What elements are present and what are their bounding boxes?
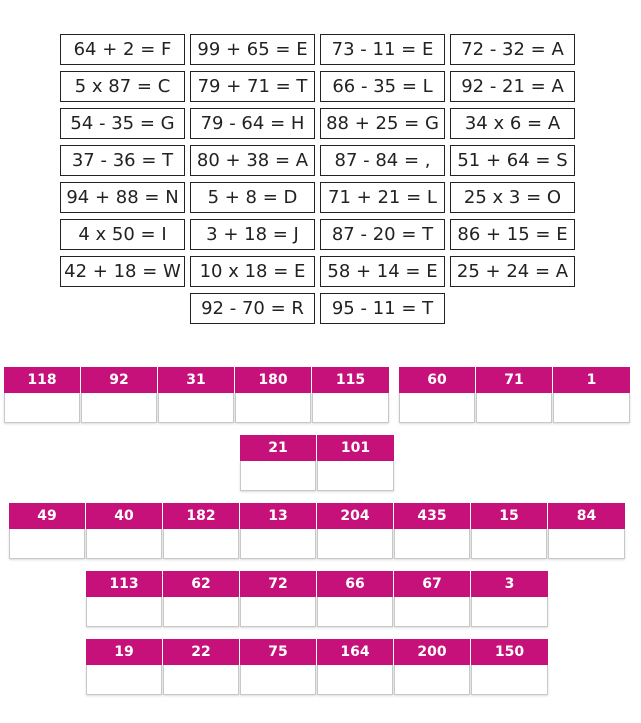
clue-cell: 73 - 11 = E bbox=[320, 34, 445, 65]
answer-cell bbox=[317, 503, 394, 559]
clue-cell: 79 - 64 = H bbox=[190, 108, 315, 139]
clue-cell: 5 + 8 = D bbox=[190, 182, 315, 213]
answer-cell bbox=[476, 367, 553, 423]
answer-number: 66 bbox=[317, 571, 393, 597]
answer-cell bbox=[9, 503, 86, 559]
answer-letter-box[interactable] bbox=[476, 393, 552, 423]
clue-cell: 54 - 35 = G bbox=[60, 108, 185, 139]
answer-number: 19 bbox=[86, 639, 162, 665]
answer-number: 204 bbox=[317, 503, 393, 529]
clue-cell: 66 - 35 = L bbox=[320, 71, 445, 102]
answer-group-row2 bbox=[240, 435, 394, 491]
answer-cell bbox=[471, 571, 548, 627]
answer-number: 164 bbox=[317, 639, 393, 665]
answer-letter-box[interactable] bbox=[399, 393, 475, 423]
clue-cell: 87 - 84 = , bbox=[320, 145, 445, 176]
answer-cell bbox=[312, 367, 389, 423]
answer-number: 49 bbox=[9, 503, 85, 529]
answer-letter-box[interactable] bbox=[4, 393, 80, 423]
answer-letter-box[interactable] bbox=[317, 665, 393, 695]
answer-group-row3 bbox=[9, 503, 625, 559]
answer-cell bbox=[163, 503, 240, 559]
answer-letter-box[interactable] bbox=[86, 529, 162, 559]
clue-cell: 37 - 36 = T bbox=[60, 145, 185, 176]
clue-cell: 88 + 25 = G bbox=[320, 108, 445, 139]
answer-cell bbox=[240, 639, 317, 695]
answer-cell bbox=[240, 571, 317, 627]
answer-letter-box[interactable] bbox=[317, 597, 393, 627]
clue-cell: 64 + 2 = F bbox=[60, 34, 185, 65]
answer-cell bbox=[394, 503, 471, 559]
answer-letter-box[interactable] bbox=[240, 597, 316, 627]
answer-number: 60 bbox=[399, 367, 475, 393]
answer-cell bbox=[86, 639, 163, 695]
answer-cell bbox=[317, 571, 394, 627]
answer-number: 67 bbox=[394, 571, 470, 597]
answer-cell bbox=[399, 367, 476, 423]
clue-cell: 99 + 65 = E bbox=[190, 34, 315, 65]
answer-letter-box[interactable] bbox=[163, 665, 239, 695]
answer-number: 101 bbox=[317, 435, 394, 461]
clue-cell: 58 + 14 = E bbox=[320, 256, 445, 287]
answer-cell bbox=[81, 367, 158, 423]
answer-letter-box[interactable] bbox=[394, 529, 470, 559]
answer-letter-box[interactable] bbox=[317, 461, 394, 491]
clue-cell: 94 + 88 = N bbox=[60, 182, 185, 213]
clue-grid bbox=[60, 34, 575, 324]
clue-cell: 25 + 24 = A bbox=[450, 256, 575, 287]
answer-letter-box[interactable] bbox=[240, 665, 316, 695]
answer-number: 182 bbox=[163, 503, 239, 529]
answer-cell bbox=[158, 367, 235, 423]
answer-letter-box[interactable] bbox=[394, 597, 470, 627]
clue-cell: 3 + 18 = J bbox=[190, 219, 315, 250]
clue-cell: 79 + 71 = T bbox=[190, 71, 315, 102]
answer-number: 92 bbox=[81, 367, 157, 393]
clue-cell: 71 + 21 = L bbox=[320, 182, 445, 213]
answer-number: 21 bbox=[240, 435, 316, 461]
answer-letter-box[interactable] bbox=[9, 529, 85, 559]
answer-cell bbox=[317, 639, 394, 695]
answer-letter-box[interactable] bbox=[394, 665, 470, 695]
answer-letter-box[interactable] bbox=[312, 393, 389, 423]
answer-cell bbox=[394, 639, 471, 695]
answer-cell bbox=[548, 503, 625, 559]
answer-group-row5 bbox=[86, 639, 548, 695]
clue-cell: 87 - 20 = T bbox=[320, 219, 445, 250]
answer-number: 13 bbox=[240, 503, 316, 529]
answer-letter-box[interactable] bbox=[86, 597, 162, 627]
answer-number: 62 bbox=[163, 571, 239, 597]
answer-number: 118 bbox=[4, 367, 80, 393]
clue-cell: 10 x 18 = E bbox=[190, 256, 315, 287]
answer-letter-box[interactable] bbox=[235, 393, 311, 423]
answer-cell bbox=[163, 639, 240, 695]
answer-number: 84 bbox=[548, 503, 625, 529]
answer-letter-box[interactable] bbox=[81, 393, 157, 423]
answer-number: 113 bbox=[86, 571, 162, 597]
answer-number: 435 bbox=[394, 503, 470, 529]
answer-group-row4 bbox=[86, 571, 548, 627]
clue-cell: 86 + 15 = E bbox=[450, 219, 575, 250]
answer-cell bbox=[86, 571, 163, 627]
clue-cell: 5 x 87 = C bbox=[60, 71, 185, 102]
answer-number: 115 bbox=[312, 367, 389, 393]
answer-cell bbox=[163, 571, 240, 627]
answer-number: 71 bbox=[476, 367, 552, 393]
answer-letter-box[interactable] bbox=[240, 461, 316, 491]
answer-letter-box[interactable] bbox=[158, 393, 234, 423]
clue-cell: 42 + 18 = W bbox=[60, 256, 185, 287]
clue-spacer bbox=[60, 293, 185, 324]
clue-cell: 4 x 50 = I bbox=[60, 219, 185, 250]
answer-number: 15 bbox=[471, 503, 547, 529]
answer-number: 72 bbox=[240, 571, 316, 597]
answer-cell bbox=[235, 367, 312, 423]
answer-cell bbox=[471, 639, 548, 695]
clue-spacer bbox=[450, 293, 575, 324]
answer-letter-box[interactable] bbox=[163, 529, 239, 559]
answer-number: 31 bbox=[158, 367, 234, 393]
answer-group-row1-right bbox=[399, 367, 630, 423]
clue-cell: 72 - 32 = A bbox=[450, 34, 575, 65]
clue-cell: 51 + 64 = S bbox=[450, 145, 575, 176]
answer-letter-box[interactable] bbox=[163, 597, 239, 627]
answer-cell bbox=[317, 435, 394, 491]
answer-number: 75 bbox=[240, 639, 316, 665]
clue-cell: 80 + 38 = A bbox=[190, 145, 315, 176]
answer-cell bbox=[471, 503, 548, 559]
answer-number: 40 bbox=[86, 503, 162, 529]
answer-number: 1 bbox=[553, 367, 630, 393]
answer-cell bbox=[394, 571, 471, 627]
answer-letter-box[interactable] bbox=[553, 393, 630, 423]
answer-number: 150 bbox=[471, 639, 548, 665]
answer-cell bbox=[553, 367, 630, 423]
answer-number: 22 bbox=[163, 639, 239, 665]
answer-letter-box[interactable] bbox=[471, 597, 548, 627]
answer-number: 180 bbox=[235, 367, 311, 393]
answer-cell bbox=[4, 367, 81, 423]
clue-cell: 25 x 3 = O bbox=[450, 182, 575, 213]
answer-group-row1-left bbox=[4, 367, 389, 423]
clue-cell: 92 - 70 = R bbox=[190, 293, 315, 324]
answer-letter-box[interactable] bbox=[240, 529, 316, 559]
answer-letter-box[interactable] bbox=[471, 665, 548, 695]
answer-letter-box[interactable] bbox=[548, 529, 625, 559]
clue-cell: 92 - 21 = A bbox=[450, 71, 575, 102]
answer-letter-box[interactable] bbox=[317, 529, 393, 559]
answer-letter-box[interactable] bbox=[86, 665, 162, 695]
answer-cell bbox=[240, 435, 317, 491]
answer-number: 200 bbox=[394, 639, 470, 665]
clue-cell: 34 x 6 = A bbox=[450, 108, 575, 139]
answer-cell bbox=[86, 503, 163, 559]
clue-cell: 95 - 11 = T bbox=[320, 293, 445, 324]
answer-number: 3 bbox=[471, 571, 548, 597]
answer-cell bbox=[240, 503, 317, 559]
answer-letter-box[interactable] bbox=[471, 529, 547, 559]
